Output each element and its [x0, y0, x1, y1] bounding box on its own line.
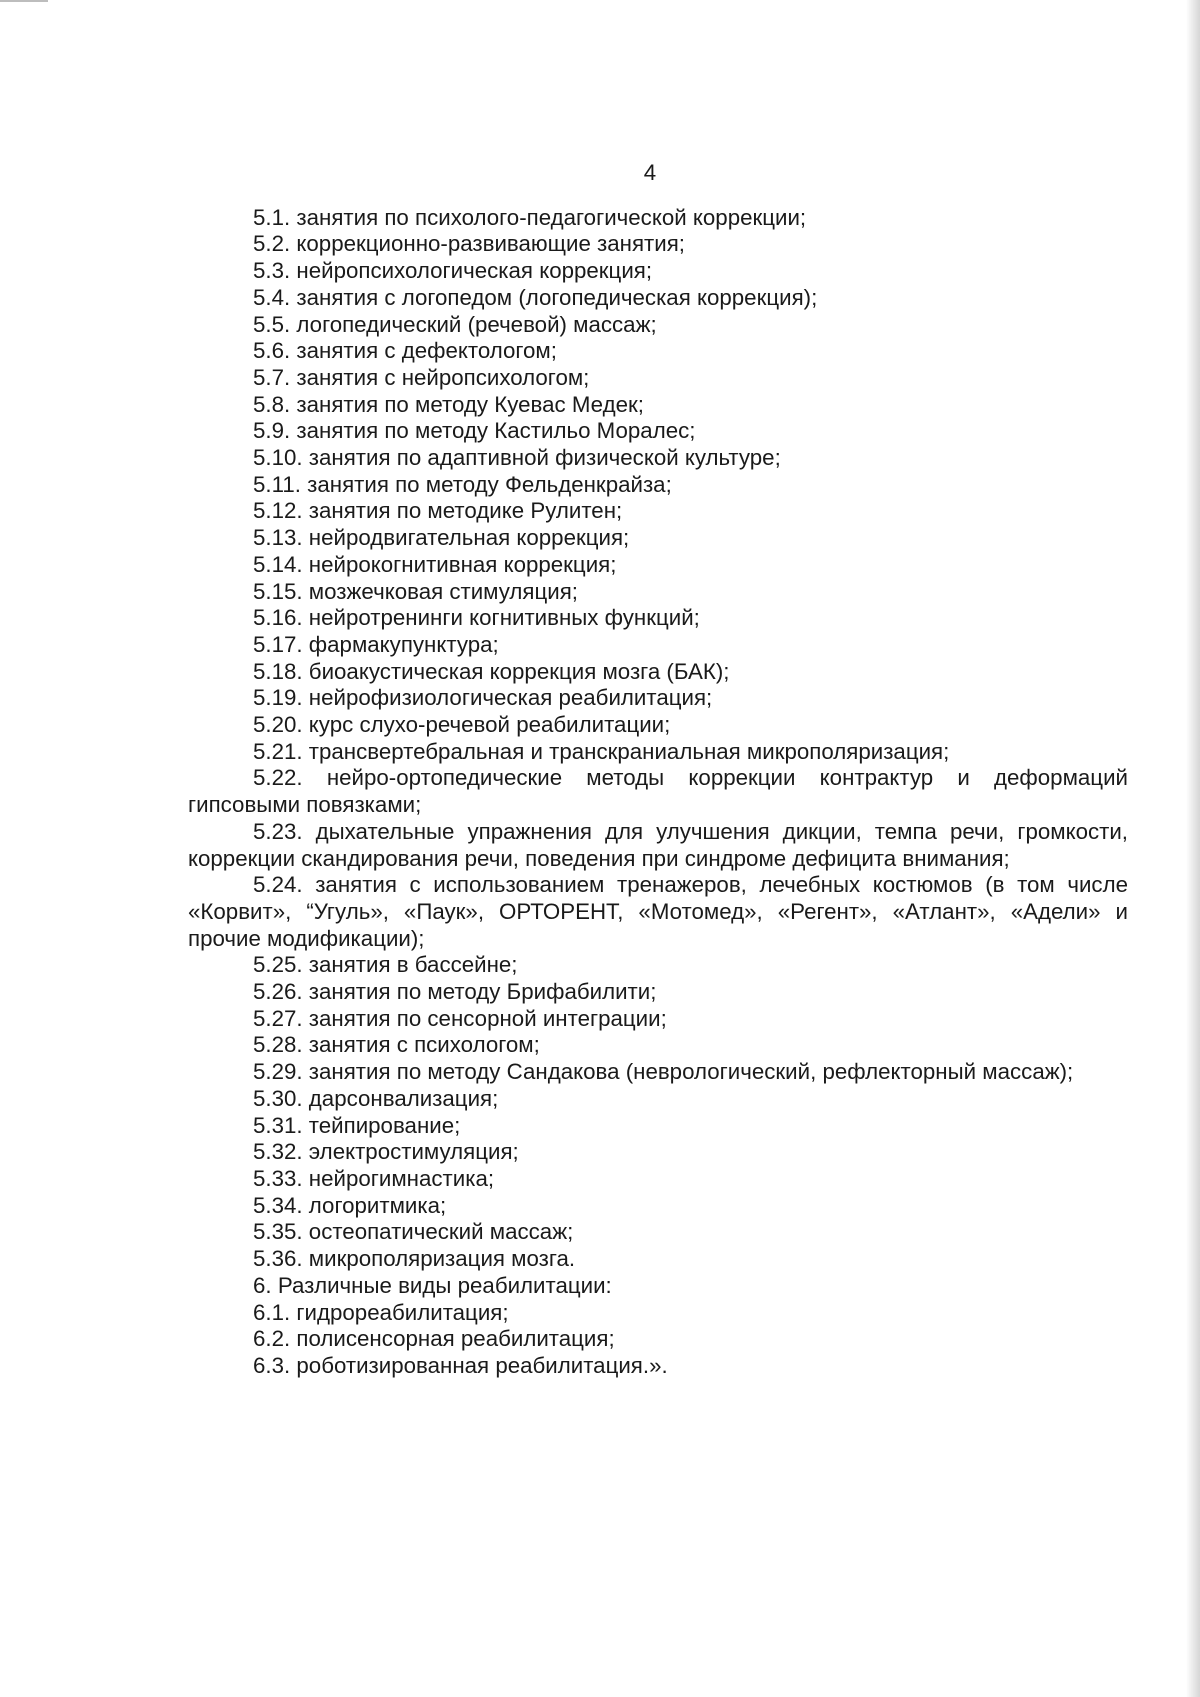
item-number: 5.13. — [253, 525, 303, 551]
item-number: 5.2. — [253, 231, 291, 257]
list-item — [188, 952, 1128, 979]
item-number: 5.36. — [253, 1246, 303, 1272]
item-number: 5.7. — [253, 364, 291, 390]
item-text: нейро-ортопедические методы коррекции контрактур и деформаций гипсовыми повязками; — [188, 765, 1128, 818]
item-text: занятия по адаптивной физической культуре; — [308, 445, 781, 471]
item-text: нейрокогнитивная коррекция; — [308, 551, 617, 577]
item-text: курс слухо-речевой реабилитации; — [308, 712, 671, 738]
item-text: нейрофизиологическая реабилитация; — [308, 685, 713, 711]
item-number: 5.25. — [253, 952, 303, 978]
item-text: занятия по методу Сандакова (неврологический, рефлекторный массаж); — [308, 1059, 1074, 1085]
item-number: 5.22. — [253, 765, 303, 791]
scan-corner-mark — [0, 0, 48, 2]
item-number: 6. — [253, 1272, 272, 1298]
list-item — [188, 472, 1128, 499]
list-item — [188, 1032, 1128, 1059]
list-item — [188, 338, 1128, 365]
item-text: гидрореабилитация; — [296, 1299, 509, 1325]
list-item — [188, 1326, 1128, 1353]
item-text: занятия по методике Рулитен; — [308, 498, 623, 524]
list-item — [188, 1059, 1128, 1086]
item-text: занятия по методу Брифабилити; — [308, 979, 657, 1005]
list-item — [188, 632, 1128, 659]
item-number: 5.3. — [253, 258, 291, 284]
list-item — [188, 1353, 1128, 1380]
section-heading — [188, 1273, 1128, 1300]
list-item — [188, 659, 1128, 686]
item-number: 5.18. — [253, 658, 303, 684]
item-number: 5.10. — [253, 445, 303, 471]
item-text: логоритмика; — [308, 1192, 447, 1218]
item-number: 5.27. — [253, 1005, 303, 1031]
item-text: нейрогимнастика; — [308, 1166, 495, 1191]
item-text: электростимуляция; — [308, 1139, 519, 1165]
list-item — [188, 365, 1128, 392]
list-item — [188, 392, 1128, 419]
item-number: 5.26. — [253, 979, 303, 1005]
list-item — [188, 418, 1128, 445]
page-number: 4 — [643, 160, 657, 185]
item-number: 6.1. — [253, 1299, 291, 1325]
scan-page-edge — [1186, 0, 1200, 1697]
item-number: 5.24. — [253, 872, 303, 898]
list-item — [188, 819, 1128, 872]
item-number: 5.4. — [253, 284, 291, 310]
item-number: 5.11. — [253, 471, 301, 497]
list-item — [188, 685, 1128, 712]
item-number: 5.31. — [253, 1112, 303, 1138]
item-text: дарсонвализация; — [308, 1085, 499, 1111]
document-page — [188, 160, 1128, 1380]
list-item — [188, 285, 1128, 312]
list-item — [188, 205, 1128, 232]
item-text: занятия с логопедом (логопедическая коррекция); — [296, 284, 818, 310]
item-text: занятия по сенсорной интеграции; — [308, 1005, 667, 1031]
list-item — [188, 872, 1128, 952]
item-text: трансвертебральная и транскраниальная микрополяризация; — [308, 738, 950, 764]
item-number: 5.23. — [253, 818, 303, 844]
item-text: занятия по методу Фельденкрайза; — [307, 471, 672, 497]
item-number: 5.9. — [253, 418, 291, 444]
item-number: 5.17. — [253, 631, 303, 657]
item-number: 5.16. — [253, 605, 303, 631]
item-number: 5.32. — [253, 1139, 303, 1165]
item-number: 5.35. — [253, 1219, 303, 1245]
item-text: занятия в бассейне; — [308, 952, 518, 978]
list-item — [188, 1086, 1128, 1113]
list-item — [188, 445, 1128, 472]
item-text: полисенсорная реабилитация; — [296, 1326, 615, 1352]
item-text: занятия с дефектологом; — [296, 338, 557, 364]
item-number: 5.20. — [253, 712, 303, 738]
item-text: Различные виды реабилитации: — [277, 1272, 612, 1298]
item-text: микрополяризация мозга. — [308, 1246, 576, 1272]
item-number: 6.3. — [253, 1352, 291, 1378]
item-number: 5.15. — [253, 578, 303, 604]
item-text: занятия с использованием тренажеров, лечебных костюмов (в том числе «Корвит», “Угуль», «Паук», ОРТОРЕНТ, «Мотомед», «Регент», «Атлант», «Адели» и прочие модификации); — [188, 872, 1128, 951]
list-item — [188, 712, 1128, 739]
list-item — [188, 739, 1128, 766]
item-text: коррекционно-развивающие занятия; — [296, 231, 685, 257]
list-item — [188, 498, 1128, 525]
item-number: 5.34. — [253, 1192, 303, 1218]
list-item — [188, 312, 1128, 339]
item-number: 6.2. — [253, 1326, 291, 1352]
list-item — [188, 1006, 1128, 1033]
item-number: 5.12. — [253, 498, 303, 524]
item-text: роботизированная реабилитация.». — [296, 1352, 668, 1378]
item-text: остеопатический массаж; — [308, 1219, 574, 1245]
item-text: нейротренинги когнитивных функций; — [308, 605, 700, 631]
item-text: биоакустическая коррекция мозга (БАК); — [308, 658, 730, 684]
item-number: 5.28. — [253, 1032, 303, 1058]
list-item — [188, 605, 1128, 632]
item-text: мозжечковая стимуляция; — [308, 578, 578, 604]
item-text: нейродвигательная коррекция; — [308, 525, 630, 551]
list-item — [188, 1219, 1128, 1246]
item-text: фармакупунктура; — [308, 631, 499, 657]
list-item — [188, 579, 1128, 606]
item-number: 5.33. — [253, 1166, 303, 1191]
item-number: 5.14. — [253, 551, 303, 577]
item-text: нейропсихологическая коррекция; — [296, 258, 653, 284]
item-text: занятия по методу Кастильо Моралес; — [296, 418, 696, 444]
item-number: 5.21. — [253, 738, 303, 764]
item-text: тейпирование; — [308, 1112, 461, 1138]
item-number: 5.8. — [253, 391, 291, 417]
item-number: 5.6. — [253, 338, 291, 364]
item-number: 5.29. — [253, 1059, 303, 1085]
list-item — [188, 1246, 1128, 1273]
list-item — [188, 552, 1128, 579]
list-item — [188, 525, 1128, 552]
item-text: занятия с нейропсихологом; — [296, 364, 590, 390]
item-text: занятия по методу Куевас Медек; — [296, 391, 644, 417]
list-item — [188, 765, 1128, 818]
list-item — [188, 258, 1128, 285]
item-number: 5.19. — [253, 685, 303, 711]
item-number: 5.5. — [253, 311, 291, 337]
list-item — [188, 1113, 1128, 1140]
item-number: 5.30. — [253, 1085, 303, 1111]
item-text: занятия с психологом; — [308, 1032, 540, 1058]
item-text: дыхательные упражнения для улучшения дикции, темпа речи, громкости, коррекции скандирования речи, поведения при синдроме дефицита внимания; — [188, 818, 1128, 871]
list-item — [188, 1193, 1128, 1220]
list-item — [188, 1300, 1128, 1327]
list-item — [188, 979, 1128, 1006]
list-item — [188, 1139, 1128, 1166]
list-item — [188, 231, 1128, 258]
item-text: логопедический (речевой) массаж; — [296, 311, 657, 337]
item-text: занятия по психолого-педагогической коррекции; — [296, 204, 807, 230]
list-item — [188, 1166, 1128, 1193]
item-number: 5.1. — [253, 204, 291, 230]
